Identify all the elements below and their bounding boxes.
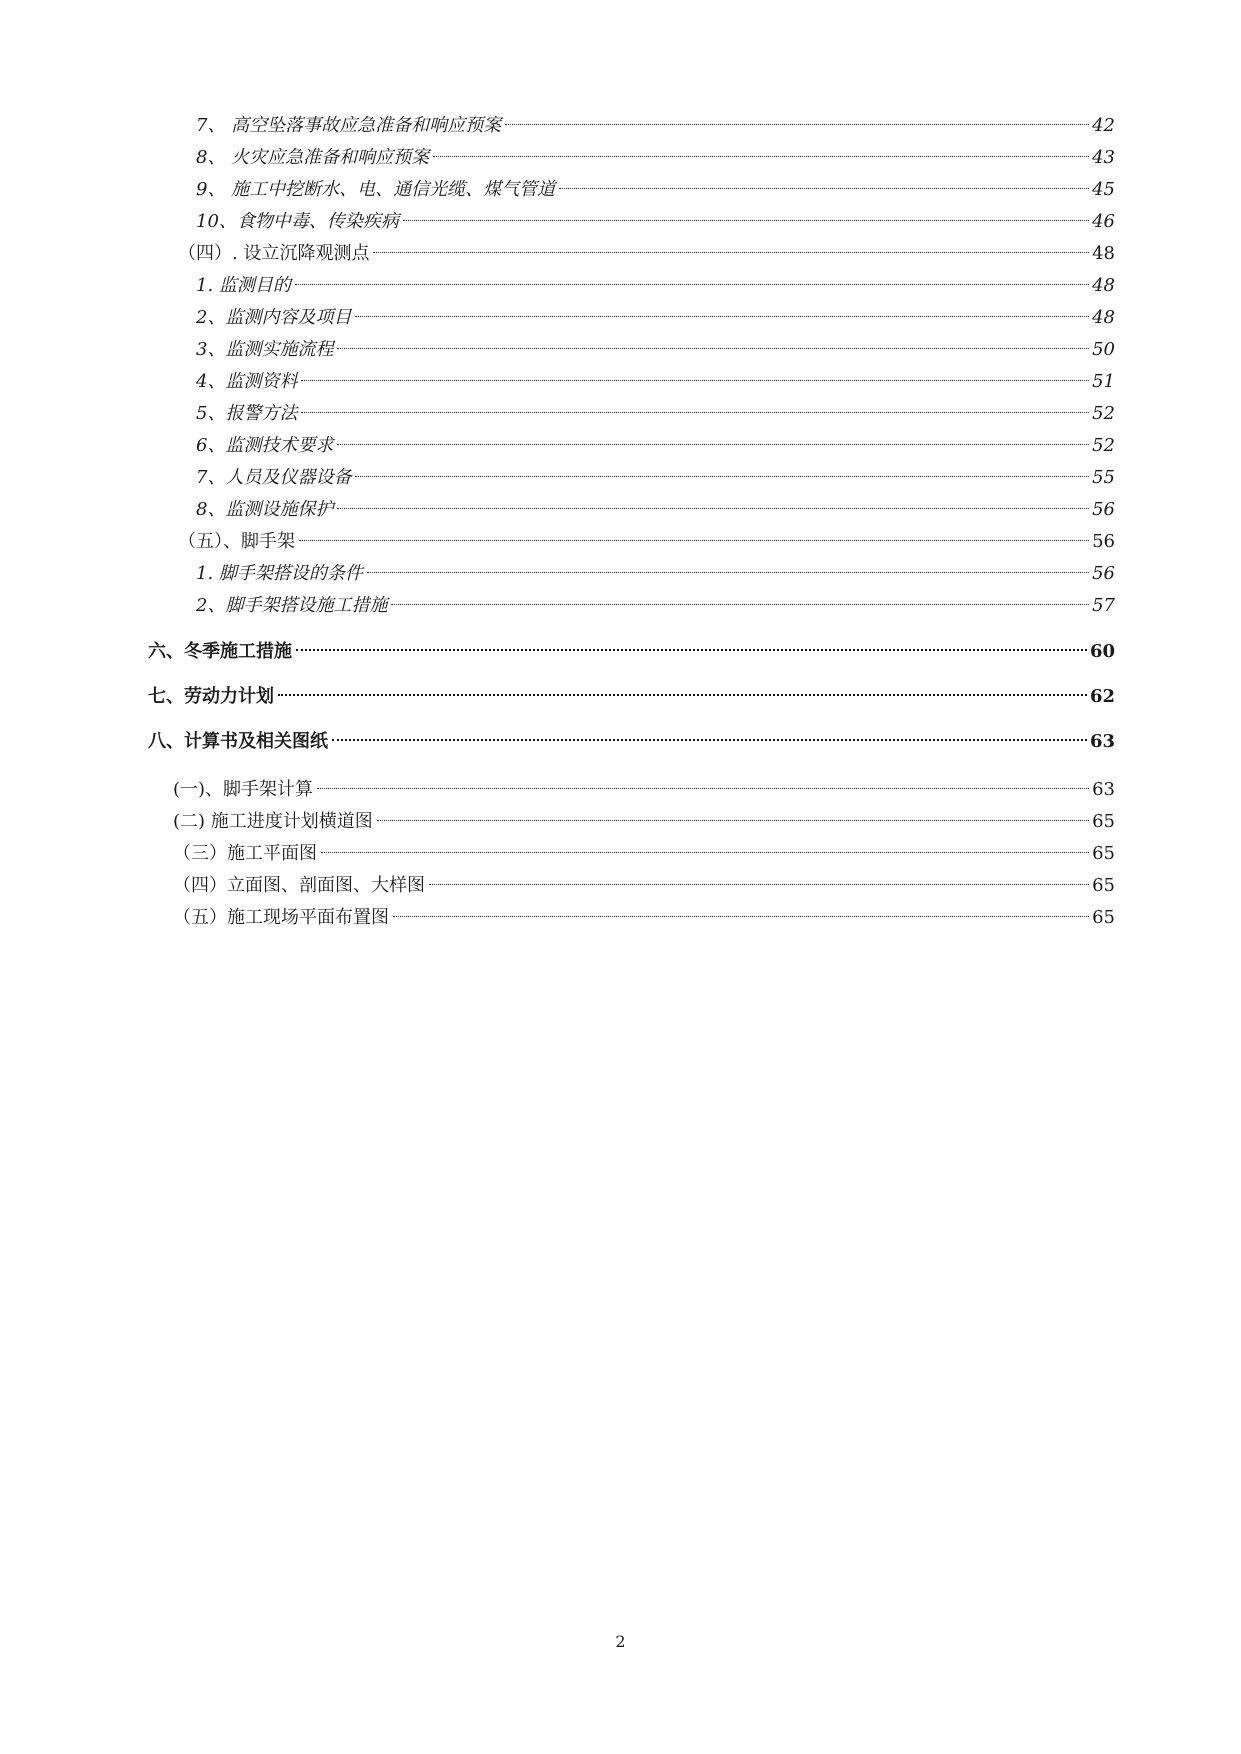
toc-entry-label: 8、监测设施保护 bbox=[196, 499, 334, 520]
toc-entry-page: 63 bbox=[1089, 731, 1115, 752]
toc-entry-page: 43 bbox=[1092, 147, 1115, 168]
toc-leader-dots bbox=[317, 788, 1089, 789]
toc-leader-dots bbox=[373, 252, 1089, 253]
toc-chapter-entry[interactable] bbox=[148, 638, 1115, 666]
toc-entry-page: 56 bbox=[1092, 563, 1115, 584]
toc-entry-label: (一)、脚手架计算 bbox=[173, 779, 314, 800]
toc-entry-page: 56 bbox=[1092, 499, 1115, 520]
toc-leader-dots bbox=[337, 508, 1089, 509]
toc-entry-label: 3、监测实施流程 bbox=[196, 339, 334, 360]
toc-entry-page: 57 bbox=[1092, 595, 1115, 616]
toc-entry[interactable] bbox=[196, 592, 1115, 620]
toc-entry-page: 42 bbox=[1092, 115, 1115, 136]
toc-leader-dots bbox=[278, 694, 1087, 696]
toc-entry[interactable] bbox=[196, 432, 1115, 460]
toc-entry-page: 48 bbox=[1092, 275, 1115, 296]
toc-leader-dots bbox=[355, 316, 1089, 317]
toc-entry[interactable] bbox=[173, 776, 1115, 804]
toc-leader-dots bbox=[433, 156, 1089, 157]
toc-leader-dots bbox=[393, 916, 1089, 917]
toc-entry-page: 55 bbox=[1092, 467, 1115, 488]
toc-leader-dots bbox=[377, 820, 1089, 821]
toc-entry[interactable] bbox=[173, 808, 1115, 836]
toc-leader-dots bbox=[505, 124, 1089, 125]
toc-entry[interactable] bbox=[196, 496, 1115, 524]
toc-entry-label: 1. 脚手架搭设的条件 bbox=[196, 563, 363, 584]
toc-entry-label: 7、人员及仪器设备 bbox=[196, 467, 352, 488]
toc-entry-page: 46 bbox=[1092, 211, 1115, 232]
toc-entry-label: 6、监测技术要求 bbox=[196, 435, 334, 456]
toc-entry-label: 2、脚手架搭设施工措施 bbox=[196, 595, 388, 616]
toc-entry-label: 八、计算书及相关图纸 bbox=[148, 731, 328, 752]
toc-entry[interactable] bbox=[196, 336, 1115, 364]
toc-entry-label: 5、报警方法 bbox=[196, 403, 298, 424]
toc-entry-page: 48 bbox=[1092, 307, 1115, 328]
toc-leader-dots bbox=[321, 852, 1089, 853]
toc-entry-page: 65 bbox=[1092, 907, 1115, 928]
toc-entry-page: 60 bbox=[1089, 641, 1115, 662]
toc-leader-dots bbox=[391, 604, 1089, 605]
toc-entry[interactable] bbox=[173, 872, 1115, 900]
toc-entry[interactable] bbox=[196, 400, 1115, 428]
toc-entry[interactable] bbox=[196, 304, 1115, 332]
toc-leader-dots bbox=[296, 649, 1087, 651]
toc-entry[interactable] bbox=[196, 368, 1115, 396]
toc-entry-label: 1. 监测目的 bbox=[196, 275, 291, 296]
toc-entry-label: 9、 施工中挖断水、电、通信光缆、煤气管道 bbox=[196, 179, 556, 200]
toc-leader-dots bbox=[301, 412, 1089, 413]
toc-entry-page: 65 bbox=[1092, 811, 1115, 832]
toc-entry-page: 48 bbox=[1092, 243, 1115, 264]
toc-entry-page: 62 bbox=[1089, 686, 1115, 707]
toc-entry-label: 10、食物中毒、传染疾病 bbox=[196, 211, 399, 232]
toc-leader-dots bbox=[299, 540, 1089, 541]
toc-entry[interactable] bbox=[196, 176, 1115, 204]
toc-entry-page: 65 bbox=[1092, 875, 1115, 896]
toc-entry[interactable] bbox=[178, 240, 1115, 268]
toc-entry-label: （五）、脚手架 bbox=[178, 531, 295, 552]
toc-chapter-entry[interactable] bbox=[148, 728, 1115, 756]
toc-leader-dots bbox=[301, 380, 1089, 381]
toc-leader-dots bbox=[337, 444, 1089, 445]
toc-entry[interactable] bbox=[196, 208, 1115, 236]
toc-entry-page: 56 bbox=[1092, 531, 1115, 552]
toc-entry-page: 45 bbox=[1092, 179, 1115, 200]
toc-entry[interactable] bbox=[173, 840, 1115, 868]
toc-leader-dots bbox=[355, 476, 1089, 477]
toc-chapter-entry[interactable] bbox=[148, 683, 1115, 711]
toc-entry-label: 8、 火灾应急准备和响应预案 bbox=[196, 147, 430, 168]
toc-entry[interactable] bbox=[173, 904, 1115, 932]
toc-entry-label: （三）施工平面图 bbox=[173, 843, 317, 864]
toc-entry-label: 七、劳动力计划 bbox=[148, 686, 274, 707]
toc-leader-dots bbox=[295, 284, 1089, 285]
toc-entry[interactable] bbox=[196, 112, 1115, 140]
toc-entry-page: 63 bbox=[1092, 779, 1115, 800]
toc-leader-dots bbox=[367, 572, 1089, 573]
toc-entry[interactable] bbox=[196, 272, 1115, 300]
page-number: 2 bbox=[615, 1632, 626, 1651]
toc-entry-page: 52 bbox=[1092, 435, 1115, 456]
toc-entry[interactable] bbox=[196, 464, 1115, 492]
toc-entry-page: 52 bbox=[1092, 403, 1115, 424]
toc-entry-label: 2、监测内容及项目 bbox=[196, 307, 352, 328]
toc-entry[interactable] bbox=[178, 528, 1115, 556]
toc-entry-label: （五）施工现场平面布置图 bbox=[173, 907, 389, 928]
toc-entry-label: （四）. 设立沉降观测点 bbox=[178, 243, 370, 264]
toc-entry-label: (二) 施工进度计划横道图 bbox=[173, 811, 373, 832]
toc-leader-dots bbox=[403, 220, 1089, 221]
toc-leader-dots bbox=[337, 348, 1089, 349]
toc-entry[interactable] bbox=[196, 560, 1115, 588]
toc-entry-label: 4、监测资料 bbox=[196, 371, 298, 392]
toc-entry-page: 51 bbox=[1092, 371, 1115, 392]
toc-leader-dots bbox=[559, 188, 1089, 189]
toc-entry-label: （四）立面图、剖面图、大样图 bbox=[173, 875, 425, 896]
toc-entry[interactable] bbox=[196, 144, 1115, 172]
toc-entry-page: 65 bbox=[1092, 843, 1115, 864]
toc-leader-dots bbox=[429, 884, 1089, 885]
toc-entry-label: 7、 高空坠落事故应急准备和响应预案 bbox=[196, 115, 502, 136]
toc-leader-dots bbox=[332, 739, 1087, 741]
toc-entry-label: 六、冬季施工措施 bbox=[148, 641, 292, 662]
toc-entry-page: 50 bbox=[1092, 339, 1115, 360]
